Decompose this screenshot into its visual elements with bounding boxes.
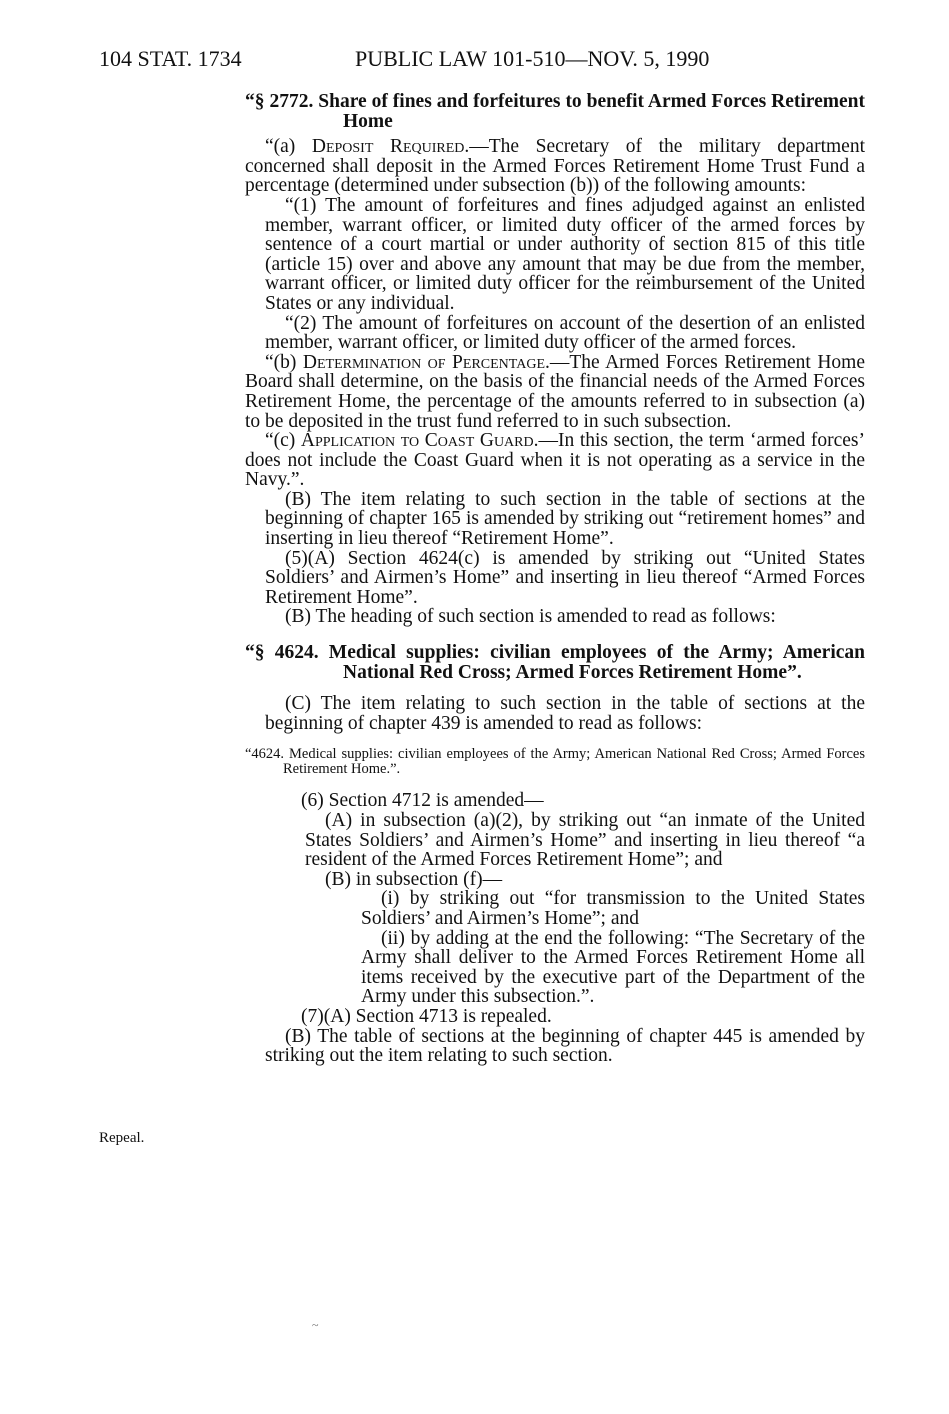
item-6: (6) Section 4712 is amended— bbox=[301, 790, 544, 812]
margin-note-repeal: Repeal. bbox=[99, 1130, 145, 1146]
paragraph-a-caption: Deposit Required. bbox=[311, 136, 470, 158]
item-5a: (5)(A) Section 4624(c) is amended by striking out “United States Soldiers’ and Airmen’s Home” and inserting in lieu thereof “Armed Forces Retirement Home”. bbox=[265, 547, 865, 608]
paragraph-b: “(b) Determination of Percentage.—The Armed Forces Retirement Home Board shall determine, on the basis of the financial needs of the Armed Forces Retirement Home, the percentage of the amounts referred to in subsection (a) to be deposited in the trust fund referred to in such subsection. bbox=[245, 351, 865, 432]
item-6a: (A) in subsection (a)(2), by striking out “an inmate of the United States Soldiers’ and Airmen’s Home” and inserting in lieu thereof “a resident of the Armed Forces Retirement Home”; and bbox=[305, 810, 865, 871]
item-5c: (C) The item relating to such section in the table of sections at the beginning of chapter 439 is amended to read as follows: bbox=[265, 693, 865, 734]
section-2772-heading: “§ 2772. Share of fines and forfeitures to benefit Armed Forces Retirement Home bbox=[245, 91, 865, 132]
paragraph-a2: “(2) The amount of forfeitures on account of the desertion of an enlisted member, warrant officer, or limited duty officer of the armed forces. bbox=[265, 312, 865, 354]
paragraph-a1: “(1) The amount of forfeitures and fines adjudged against an enlisted member, warrant officer, or limited duty officer of the armed forces by sentence of a court martial or under authority of section 815 of this title (article 15) over and above any amount that may be due from the member, warrant officer, or limited duty officer for the reimbursement of the United States or any individual. bbox=[265, 194, 865, 314]
paragraph-a: “(a) Deposit Required.—The Secretary of the military department concerned shall deposit in the Armed Forces Retirement Home Trust Fund a percentage (determined under subsection (b)) of the following amounts: bbox=[245, 136, 865, 197]
item-7a: (7)(A) Section 4713 is repealed. bbox=[301, 1005, 552, 1027]
stat-reference: 104 STAT. 1734 bbox=[99, 46, 242, 71]
item-5b: (B) The heading of such section is amended to read as follows: bbox=[285, 606, 776, 628]
item-6b: (B) in subsection (f)— bbox=[325, 868, 503, 890]
law-title: PUBLIC LAW 101-510—NOV. 5, 1990 bbox=[355, 46, 710, 71]
paragraph-c: “(c) Application to Coast Guard.—In this section, the term ‘armed forces’ does not include the Coast Guard when it is not operating as a service in the Navy.”. bbox=[245, 430, 865, 491]
item-4b: (B) The item relating to such section in the table of sections at the beginning of chapter 165 is amended by striking out “retirement homes” and inserting in lieu thereof “Retirement Home”. bbox=[265, 488, 865, 550]
table-of-sections-item: “4624. Medical supplies: civilian employees of the Army; American National Red Cross; Armed Forces Retirement Home.”. bbox=[245, 746, 865, 778]
section-4624-heading: “§ 4624. Medical supplies: civilian employees of the Army; American National Red Cross; Armed Forces Retirement Home”. bbox=[245, 642, 865, 683]
item-6b-ii: (ii) by adding at the end the following: “The Secretary of the Army shall deliver to the Armed Forces Retirement Home all items received by the executive part of the Department of the Army under this subsection.”. bbox=[361, 927, 865, 1008]
item-7b: (B) The table of sections at the beginning of chapter 445 is amended by striking out the item relating to such section. bbox=[265, 1025, 865, 1067]
document-body bbox=[245, 92, 865, 1066]
footer-mark: ~ bbox=[312, 1318, 319, 1332]
item-6b-i: (i) by striking out “for transmission to the United States Soldiers’ and Airmen’s Home”; and bbox=[361, 888, 865, 929]
page-header bbox=[99, 46, 879, 82]
paragraph-c-caption: Application to Coast Guard. bbox=[300, 430, 539, 452]
paragraph-b-caption: Determination of Percentage. bbox=[302, 351, 550, 373]
